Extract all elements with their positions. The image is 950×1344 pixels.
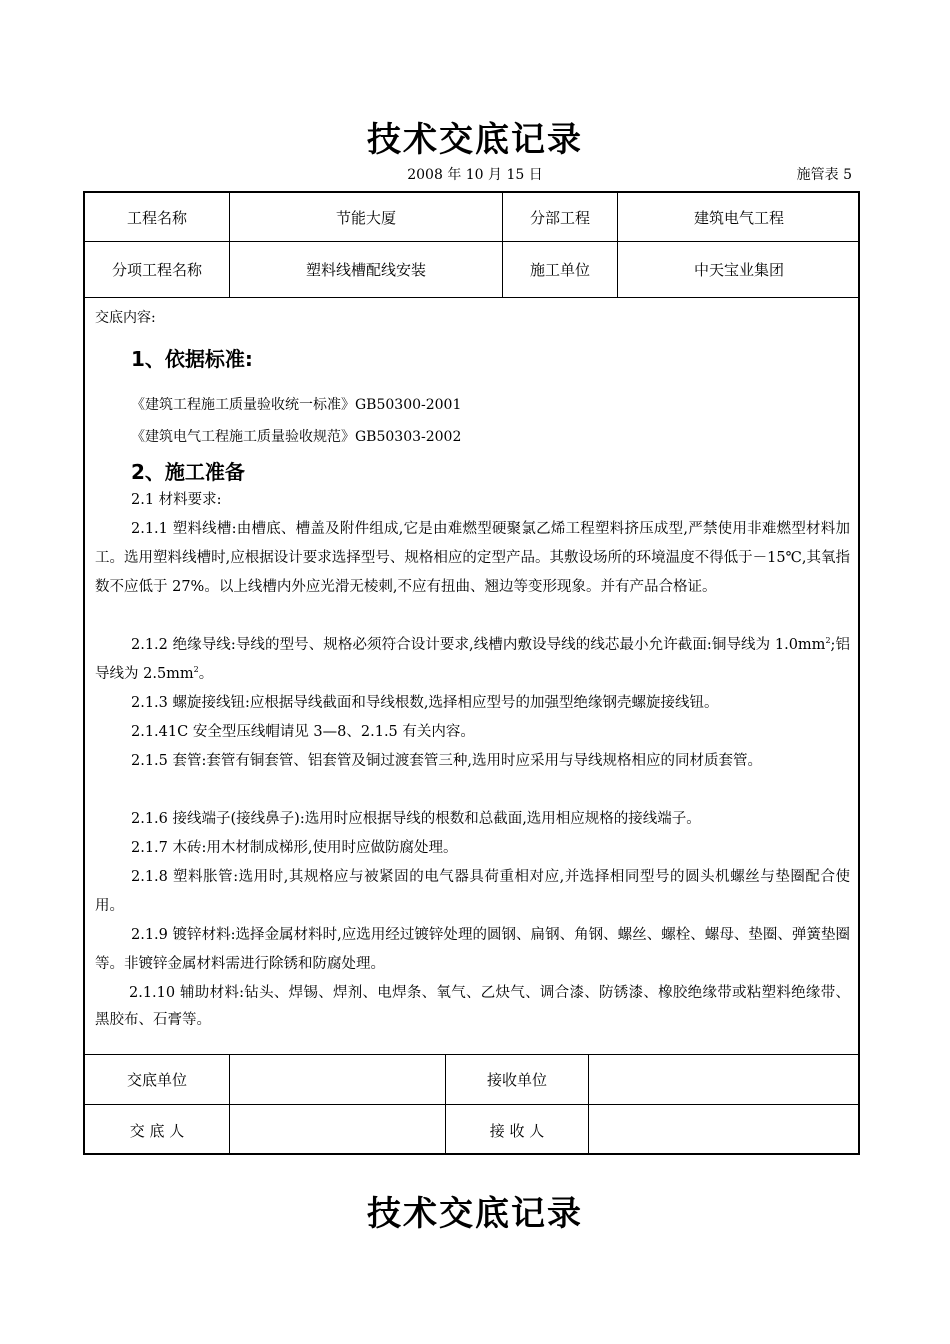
header-row-2	[85, 242, 858, 298]
division-value: 建筑电气工程	[693, 208, 784, 227]
footer-row-2	[85, 1105, 858, 1155]
issuer-person-label: 交 底 人	[85, 1105, 230, 1155]
issuer-person-value	[230, 1105, 446, 1155]
receiver-unit-value	[589, 1054, 860, 1104]
standard-ref-2: 《建筑电气工程施工质量验收规范》GB50303-2002	[131, 429, 462, 445]
para-2-1-7: 2.1.7 木砖:用木材制成梯形,使用时应做防腐处理。	[131, 840, 458, 856]
section-1-heading: 1、依据标准:	[131, 347, 253, 371]
para-2-1: 2.1 材料要求:	[131, 492, 222, 508]
standard-ref-1: 《建筑工程施工质量验收统一标准》GB50300-2001	[131, 397, 462, 413]
division-label: 分部工程	[503, 193, 618, 241]
issuer-unit-value	[230, 1054, 446, 1104]
form-number: 施管表 5	[796, 167, 852, 183]
page-title: 技术交底记录	[367, 120, 583, 160]
contractor-value: 中天宝业集团	[693, 261, 784, 279]
content-label: 交底内容:	[95, 310, 156, 326]
section-2-heading: 2、施工准备	[131, 460, 245, 484]
page-title-repeat: 技术交底记录	[367, 1194, 583, 1234]
project-name-value: 节能大厦	[230, 193, 503, 241]
para-2-1-6: 2.1.6 接线端子(接线鼻子):选用时应根据导线的根数和总截面,选用相应规格的接线端子。	[131, 811, 701, 827]
superscript-2: 2	[193, 665, 199, 675]
receiver-person-value	[589, 1105, 860, 1155]
subitem-label: 分项工程名称	[85, 242, 230, 297]
para-2-1-2: 2.1.2 绝缘导线:导线的型号、规格必须符合设计要求,线槽内敷设导线的线芯最小允许截面:铜导线为 $1.0mm^2$;铝导线为 $2.5mm^2$。	[95, 636, 850, 682]
footer-row-1	[85, 1054, 858, 1105]
record-table	[83, 191, 860, 1155]
para-2-1-3: 2.1.3 螺旋接线钮:应根据导线截面和导线根数,选择相应型号的加强型绝缘钢壳螺旋接线钮。	[131, 695, 719, 711]
record-date: 2008 年 10 月 15 日	[407, 167, 543, 183]
header-row-1	[85, 193, 858, 242]
issuer-unit-label: 交底单位	[85, 1054, 230, 1104]
receiver-unit-label: 接收单位	[446, 1054, 589, 1104]
briefing-content	[85, 298, 858, 1055]
para-2-1-9: 2.1.9 镀锌材料:选择金属材料时,应选用经过镀锌处理的圆钢、扁钢、角钢、螺丝、螺栓、螺母、垫圈、弹簧垫圈等。非镀锌金属材料需进行除锈和防腐处理。	[95, 927, 850, 972]
para-2-1-1: 2.1.1 塑料线槽:由槽底、槽盖及附件组成,它是由难燃型硬聚氯乙烯工程塑料挤压成型,严禁使用非难燃型材料加工。选用塑料线槽时,应根据设计要求选择型号、规格相应的定型产品。其敷设场所的环境温度不得低于－15℃,其氧指数不应低于 27%。以上线槽内外应光滑无棱刺,不应有扭曲、翘边等变形现象。并有产品合格证。	[95, 521, 850, 595]
subitem-value: 塑料线槽配线安装	[230, 242, 503, 297]
para-2-1-4: 2.1.41C 安全型压线帽请见 3—8、2.1.5 有关内容。	[131, 724, 475, 740]
contractor-label: 施工单位	[503, 242, 618, 297]
para-2-1-5: 2.1.5 套管:套管有铜套管、铝套管及铜过渡套管三种,选用时应采用与导线规格相应的同材质套管。	[131, 753, 762, 769]
project-name-label: 工程名称	[85, 193, 230, 241]
para-2-1-8: 2.1.8 塑料胀管:选用时,其规格应与被紧固的电气器具荷重相对应,并选择相同型号的圆头机螺丝与垫圈配合使用。	[95, 869, 850, 914]
para-2-1-10: 2.1.10 辅助材料:钻头、焊锡、焊剂、电焊条、氧气、乙炔气、调合漆、防锈漆、橡胶绝缘带或粘塑料绝缘带、黑胶布、石膏等。	[95, 985, 850, 1028]
receiver-person-label: 接 收 人	[446, 1105, 589, 1155]
superscript-2: 2	[825, 636, 831, 646]
